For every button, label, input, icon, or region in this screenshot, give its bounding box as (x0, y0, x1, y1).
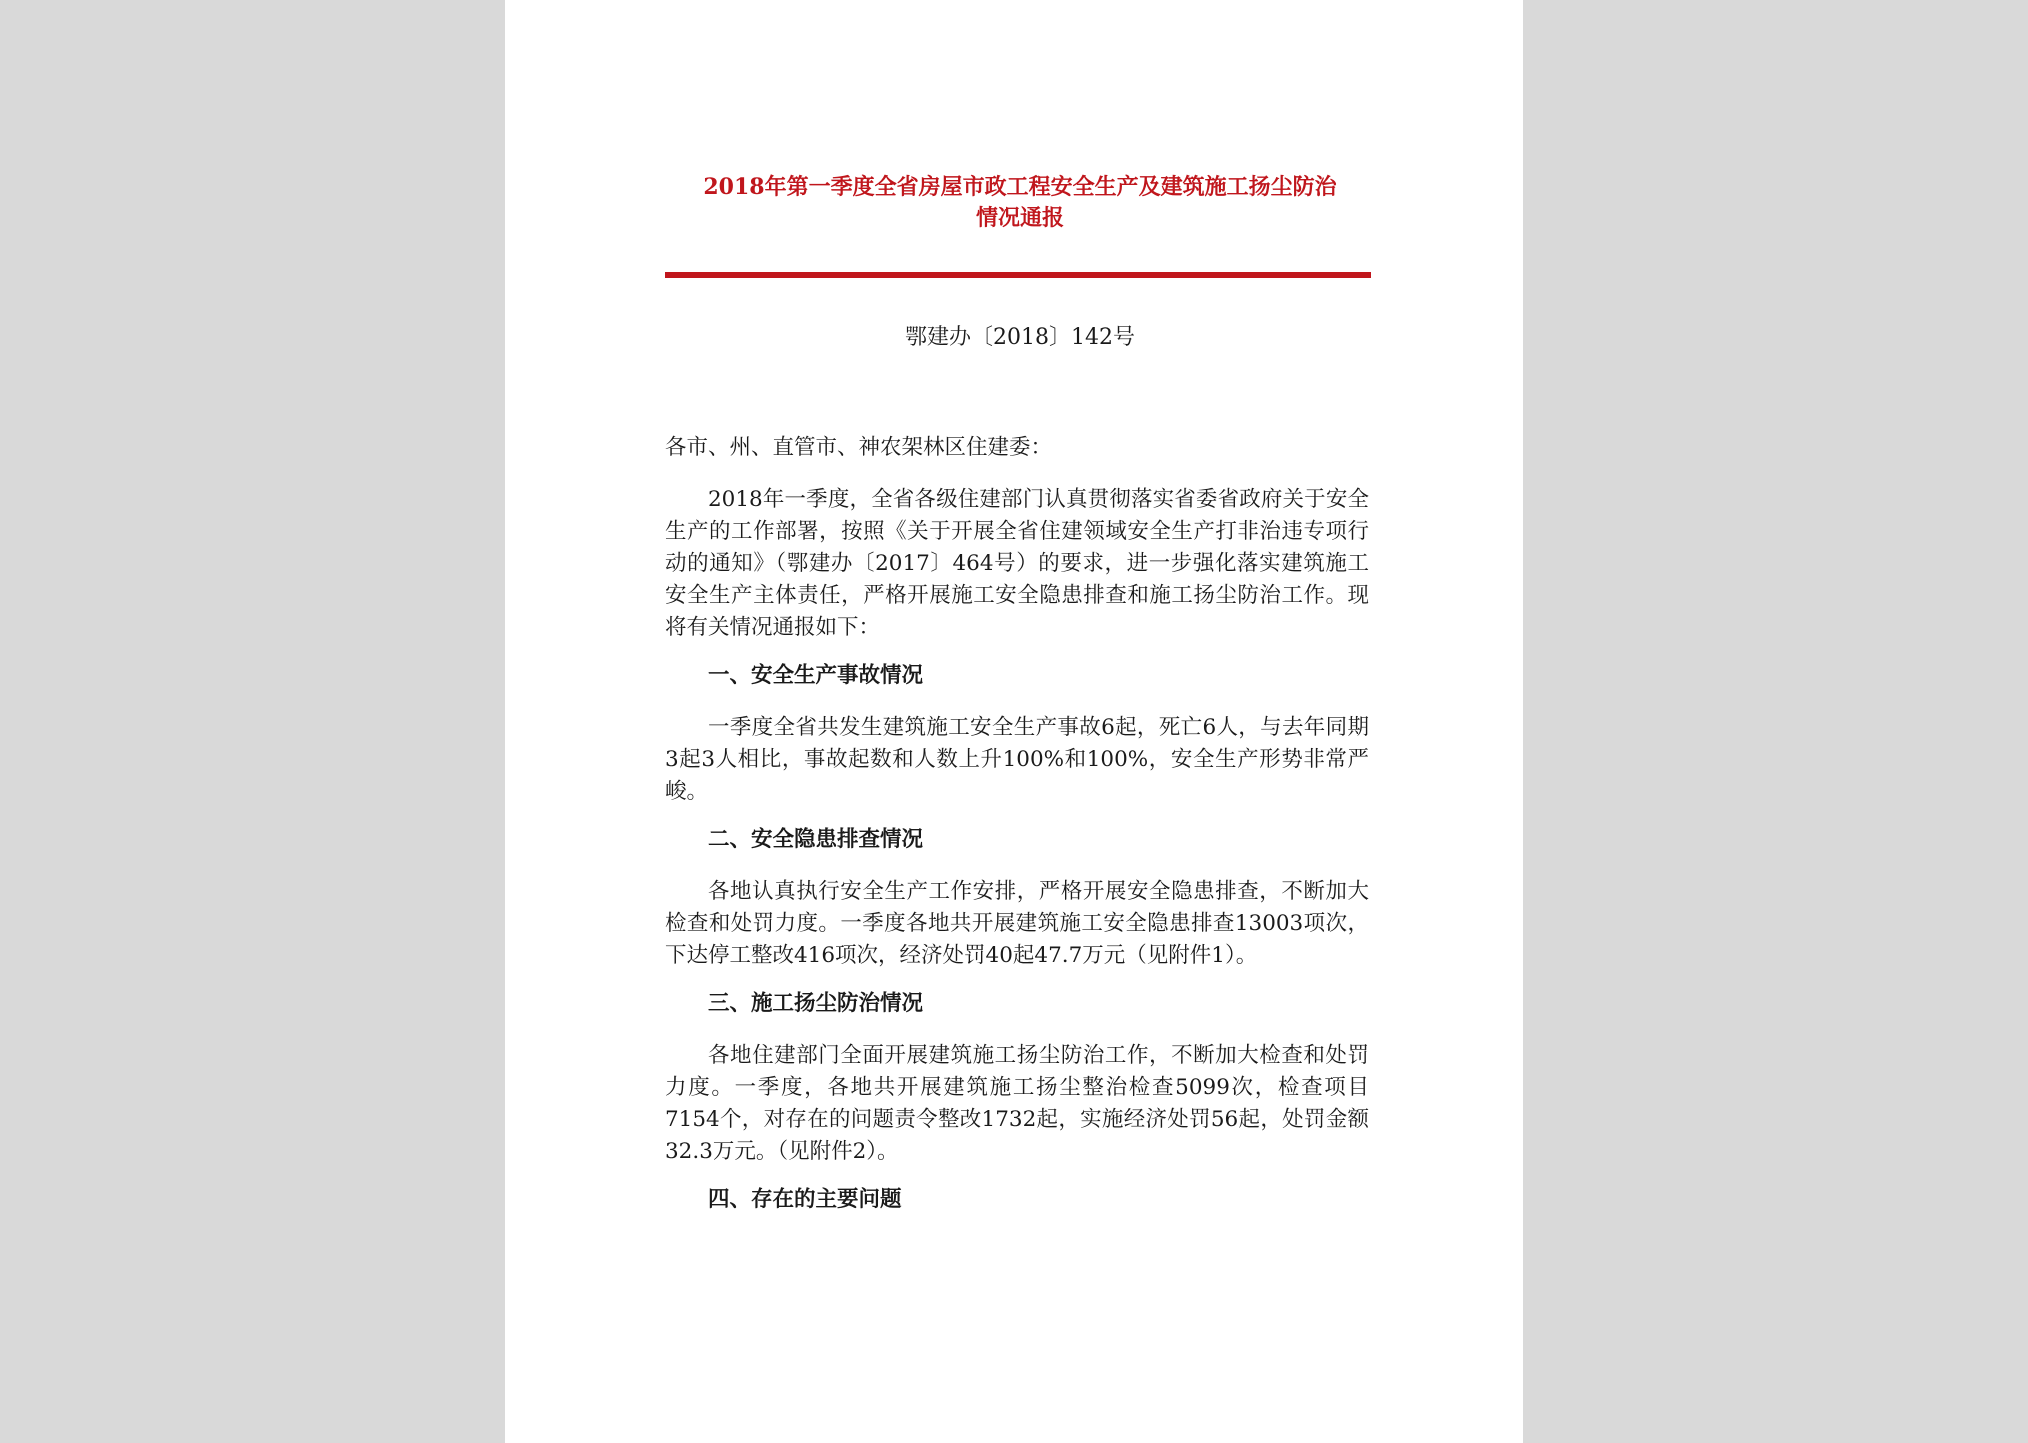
section-text-2: 各地认真执行安全生产工作安排，严格开展安全隐患排查，不断加大检查和处罚力度。一季度各地共开展建筑施工安全隐患排查13003项次，下达停工整改416项次，经济处罚40起47.7万元（见附件1）。 (665, 879, 1369, 968)
section-heading-1: 一、安全生产事故情况 (708, 663, 924, 688)
document-body (665, 432, 1369, 1236)
document-number: 鄂建办〔2018〕142号 (905, 325, 1135, 350)
section-text-1: 一季度全省共发生建筑施工安全生产事故6起，死亡6人，与去年同期3起3人相比，事故起数和人数上升100%和100%，安全生产形势非常严峻。 (665, 715, 1369, 804)
section-heading-3: 三、施工扬尘防治情况 (708, 991, 924, 1016)
section-text-3: 各地住建部门全面开展建筑施工扬尘防治工作，不断加大检查和处罚力度。一季度，各地共开展建筑施工扬尘整治检查5099次，检查项目7154个，对存在的问题责令整改1732起，实施经济处罚56起，处罚金额32.3万元。（见附件2）。 (665, 1043, 1370, 1164)
document-page (505, 0, 1523, 1443)
title-line-2: 情况通报 (975, 205, 1064, 231)
red-header-rule (665, 272, 1371, 278)
document-title (665, 172, 1375, 234)
section-heading-4: 四、存在的主要问题 (708, 1187, 902, 1212)
title-line-1: 2018年第一季度全省房屋市政工程安全生产及建筑施工扬尘防治 (703, 174, 1337, 200)
intro-paragraph: 2018年一季度，全省各级住建部门认真贯彻落实省委省政府关于安全生产的工作部署，按照《关于开展全省住建领域安全生产打非治违专项行动的通知》（鄂建办〔2017〕464号）的要求，进一步强化落实建筑施工安全生产主体责任，严格开展施工安全隐患排查和施工扬尘防治工作。现将有关情况通报如下： (665, 487, 1369, 640)
salutation: 各市、州、直管市、神农架林区住建委： (665, 435, 1053, 460)
section-heading-2: 二、安全隐患排查情况 (708, 827, 924, 852)
